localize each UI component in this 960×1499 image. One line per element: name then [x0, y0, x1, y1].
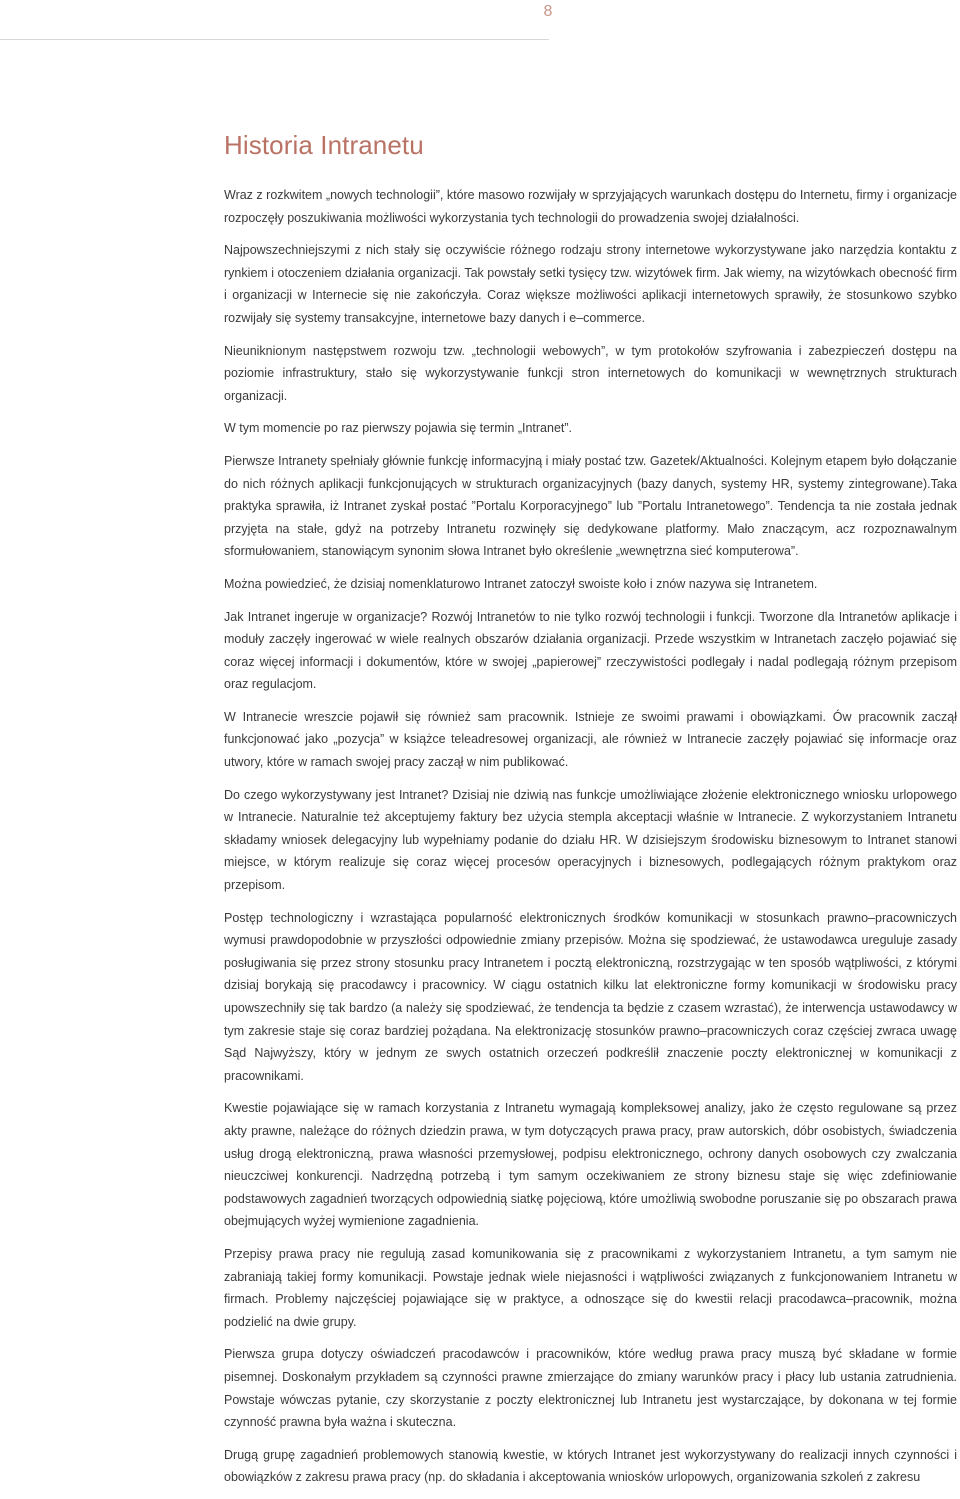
paragraph: Kwestie pojawiające się w ramach korzystania z Intranetu wymagają kompleksowej analizy, jako że często regulowane są przez akty prawne, należące do różnych dziedzin prawa, w tym dotyczących prawa pracy, praw autorskich, dóbr osobistych, świadczenia usług drogą elektroniczną, prawa własności przemysłowej, podpisu elektronicznego, ochrony danych osobowych czy zwalczania nieuczciwej konkurencji. Nadrzędną potrzebą i tym samym oczekiwaniem ze strony biznesu staje się więc zdefiniowanie podstawowych zagadnień tworzących odpowiednią siatkę pojęciową, które umożliwią swobodne poruszanie się po obszarach prawa obejmujących wyżej wymienione zagadnienia. [224, 1101, 957, 1229]
paragraph: Wraz z rozkwitem „nowych technologii”, które masowo rozwijały w sprzyjających warunkach dostępu do Internetu, firmy i organizacje rozpoczęły poszukiwania możliwości wykorzystania tych technologii do prowadzenia swojej działalności. [224, 188, 957, 225]
article-body [224, 184, 957, 1499]
paragraph: Pierwsza grupa dotyczy oświadczeń pracodawców i pracowników, które według prawa pracy muszą być składane w formie pisemnej. Doskonałym przykładem są czynności prawne zmierzające do zmiany warunków pracy i płacy lub ustania zatrudnienia. Powstaje wówczas pytanie, czy skorzystanie z poczty elektronicznej lub Intranetu jest wystarczające, by dokonana w tej formie czynność prawna była ważna i skuteczna. [224, 1347, 957, 1430]
paragraph: W tym momencie po raz pierwszy pojawia się termin „Intranet”. [224, 421, 573, 436]
paragraph: W Intranecie wreszcie pojawił się również sam pracownik. Istnieje ze swoimi prawami i obowiązkami. Ów pracownik zaczął funkcjonować jako „pozycja” w książce teleadresowej organizacji, ale również w Intranecie zaczęły pojawiać się informacje oraz utwory, które w ramach swojej pracy zaczął w nim publikować. [224, 709, 957, 770]
paragraph: Pierwsze Intranety spełniały głównie funkcję informacyjną i miały postać tzw. Gazetek/Aktualności. Kolejnym etapem było dołączanie do nich różnych aplikacji funkcjonujących w strukturach organizacyjnych (bazy danych, systemy HR, systemy zintegrowane).Taka praktyka sprawiła, iż Intranet zyskał postać ”Portalu Korporacyjnego” lub ”Portalu Intranetowego”. Tendencja ta nie została jednak przyjęta na stałe, gdyż na potrzeby Intranetu rozwinęły się dedykowane platformy. Mało znaczącym, acz rozpoznawalnym sformułowaniem, stanowiącym synonim słowa Intranet było określenie „wewnętrzna sieć komputerowa”. [224, 453, 957, 559]
section-title: Historia Intranetu [224, 130, 424, 160]
paragraph: Drugą grupę zagadnień problemowych stanowią kwestie, w których Intranet jest wykorzystywany do realizacji innych czynności i obowiązków z zakresu prawa pracy (np. do składania i akceptowania wniosków urlopowych, organizowania szkoleń z zakresu [224, 1447, 957, 1485]
paragraph: Do czego wykorzystywany jest Intranet? Dzisiaj nie dziwią nas funkcje umożliwiające złożenie elektronicznego wniosku urlopowego w Intranecie. Naturalnie też akceptujemy faktury bez użycia stempla akceptacji właśnie w Intranecie. Z wykorzystaniem Intranetu składamy wniosek delegacyjny lub wypełniamy podanie do działu HR. W dzisiejszym środowisku biznesowym to Intranet stanowi miejsce, w którym realizuje się coraz więcej procesów operacyjnych i biznesowych, podlegających różnym praktykom oraz przepisom. [224, 787, 957, 893]
paragraph: Najpowszechniejszymi z nich stały się oczywiście różnego rodzaju strony internetowe wykorzystywane jako narzędzia kontaktu z rynkiem i otoczeniem działania organizacji. Tak powstały setki tysięcy tzw. wizytówek firm. Jak wiemy, na wizytówkach obecność firm i organizacji w Internecie się nie zakończyła. Coraz większe możliwości aplikacji internetowych sprawiły, że stosunkowo szybko rozwijały się systemy transakcyjne, internetowe bazy danych i e–commerce. [224, 243, 957, 325]
paragraph: Jak Intranet ingeruje w organizacje? Rozwój Intranetów to nie tylko rozwój technologii i funkcji. Tworzone dla Intranetów aplikacje i moduły zaczęły ingerować w wiele realnych obszarów działania organizacji. Przede wszystkim w Intranetach zaczęło pojawiać się coraz więcej informacji i dokumentów, które w swojej „papierowej” rzeczywistości podlegały i nadal podlegają różnym przepisom oraz regulacjom. [224, 609, 957, 692]
page-number: 8 [543, 3, 553, 20]
paragraph: Postęp technologiczny i wzrastająca popularność elektronicznych środków komunikacji w stosunkach prawno–pracowniczych wymusi prawdopodobnie w przyszłości odpowiednie zmiany przepisów. Można się spodziewać, że ustawodawca ureguluje zasady posługiwania się przez strony stosunku pracy Intranetem i pocztą elektroniczną, rozstrzygając w ten sposób wątpliwości, z którymi dzisiaj borykają się pracodawcy i pracownicy. W ciągu ostatnich kilku lat elektroniczne formy komunikacji w środowisku pracy upowszechniły się tak bardzo (a należy się spodziewać, że tendencja ta będzie z czasem wzrastać), że interwencja ustawodawcy w tym zakresie staje się coraz bardziej pożądana. Na elektronizację stosunków prawno–pracowniczych coraz częściej zwraca uwagę Sąd Najwyższy, który w jednym ze swych ostatnich orzeczeń podkreślił znaczenie poczty elektronicznej w komunikacji z pracownikami. [224, 910, 957, 1083]
paragraph: Można powiedzieć, że dzisiaj nomenklaturowo Intranet zatoczył swoiste koło i znów nazywa się Intranetem. [224, 576, 818, 591]
paragraph: Przepisy prawa pracy nie regulują zasad komunikowania się z pracownikami z wykorzystaniem Intranetu, a tym samym nie zabraniają takiej formy komunikacji. Powstaje jednak wiele niejasności i wątpliwości związanych z funkcjonowaniem Intranetu w firmach. Problemy najczęściej pojawiające się w praktyce, a odnoszące się do kwestii relacji pracodawca–pracownik, można podzielić na dwie grupy. [224, 1246, 957, 1329]
header-divider [0, 39, 549, 40]
paragraph: Nieuniknionym następstwem rozwoju tzw. „technologii webowych”, w tym protokołów szyfrowania i zabezpieczeń dostępu na poziomie infrastruktury, stało się wykorzystywanie funkcji stron internetowych do komunikacji w wewnętrznych strukturach organizacji. [224, 343, 957, 403]
